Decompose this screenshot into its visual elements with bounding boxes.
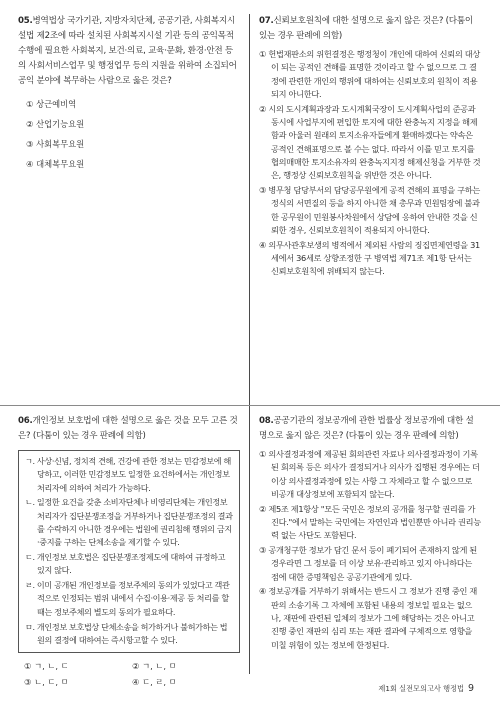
question-06-stem (18, 414, 240, 444)
page-number: 9 (467, 683, 474, 694)
question-07 (259, 14, 481, 280)
option[interactable]: ① 헌법재판소의 위헌결정은 행정청이 개인에 대하여 신뢰의 대상이 되는 공적인 견해를 표명한 것이라고 할 수 없으므로 그 결정에 관련한 개인의 행위에 대하여는 신뢰보호의 원칙이 적용되지 아니한다. (259, 49, 480, 99)
question-06 (18, 414, 240, 689)
option[interactable]: ② 시의 도시계획과장과 도시계획국장이 도시계획사업의 준공과 동시에 사업부지에 편입한 토지에 대한 완충녹지 지정을 해제함과 아울러 원래의 토지소유자들에게 환매하겠다는 약속은 공적인 견해표명으로 볼 수는 없다. 따라서 이를 믿고 토지를 협의매매한 토지소유자의 완충녹지지정 해제신청을 거부한 것은, 행정상 신뢰보호원칙을 위반한 것은 아니다. (259, 103, 481, 181)
option[interactable]: ④ 정보공개를 거부하기 위해서는 반드시 그 정보가 진행 중인 재판의 소송기록 그 자체에 포함된 내용의 정보일 필요는 없으나, 재판에 관련된 일체의 정보가 그에 해당하는 것은 아니고 진행 중인 재판의 심리 또는 재판 결과에 구체적으로 영향을 미칠 위험이 있는 정보에 한정된다. (259, 586, 477, 650)
page-footer (378, 683, 474, 694)
footer-series-title: 제1회 실전모의고사 행정법 (378, 684, 464, 693)
question-07-text: 신뢰보호원칙에 대한 설명으로 옳지 않은 것은? (다툼이 있는 경우 판례에 의함) (259, 16, 473, 41)
question-06-answers (24, 659, 240, 689)
question-05-choices (26, 94, 240, 174)
question-08-text: 공공기관의 정보공개에 관한 법률상 정보공개에 대한 설명으로 옳지 않은 것은? (다툼이 있는 경우 판례에 의함) (259, 416, 474, 441)
choice[interactable]: ② ㄱ, ㄴ, ㅁ (132, 660, 177, 671)
question-05-stem (18, 14, 240, 89)
question-05-number: 05. (18, 16, 33, 26)
option[interactable]: ② 제5조 제1항상 "모든 국민은 정보의 공개를 청구할 권리를 가진다."에서 말하는 국민에는 자연인과 법인뿐만 아니라 권리능력 없는 사단도 포함된다. (259, 503, 481, 541)
statement-item: ㄷ. 개인정보 보호법은 집단분쟁조정제도에 대하여 규정하고 있지 않다. (25, 552, 226, 576)
statement-item: ㅁ. 개인정보 보호법상 단체소송을 허가하거나 불허가하는 법원의 결정에 대하여는 즉시항고할 수 있다. (25, 621, 228, 645)
question-06-text: 개인정보 보호법에 대한 설명으로 옳은 것을 모두 고른 것은? (다툼이 있는 경우 판례에 의함) (18, 416, 238, 441)
option[interactable]: ④ 의무사관후보생의 병적에서 제외된 사람의 징집면제연령을 31세에서 36세로 상향조정한 구 병역법 제71조 제1항 단서는 신뢰보호원칙에 위배되지 않는다. (259, 239, 480, 277)
option[interactable]: ③ 공개청구한 정보가 담긴 문서 등이 폐기되어 존재하지 않게 된 경우라면 그 정보를 더 이상 보유·관리하고 있지 아니하다는 점에 대한 증명책임은 공공기관에게 있다. (259, 545, 477, 582)
question-08-stem (259, 414, 481, 444)
question-08-options (259, 448, 481, 652)
question-06-statement-box (18, 450, 240, 653)
statement-item: ㄱ. 사상·신념, 정치적 견해, 건강에 관한 정보는 민감정보에 해당하고, 이러한 민감정보도 일정한 요건하에서는 개인정보처리자에 의하여 처리가 가능하다. (25, 456, 231, 493)
choice[interactable]: ② 산업기능요원 (26, 119, 85, 129)
choice[interactable]: ④ ㄷ, ㄹ, ㅁ (132, 676, 177, 687)
question-06-number: 06. (18, 416, 33, 426)
question-07-stem (259, 14, 481, 44)
statement-item: ㄹ. 이미 공개된 개인정보를 정보주체의 동의가 있었다고 객관적으로 인정되는 범위 내에서 수집·이용·제공 등 처리를 할 때는 정보주체의 별도의 동의가 필요하다. (25, 580, 230, 617)
choice[interactable]: ③ ㄴ, ㄷ, ㅁ (24, 676, 69, 687)
column-divider (249, 14, 250, 674)
question-05 (18, 14, 240, 174)
choice[interactable]: ③ 사회복무요원 (26, 139, 85, 149)
question-08 (259, 414, 481, 653)
statement-item: ㄴ. 일정한 요건을 갖춘 소비자단체나 비영리단체는 개인정보처리자가 집단분쟁조정을 거부하거나 집단분쟁조정의 결과를 수락하지 아니한 경우에는 법원에 권리침해 행위의 금지·중지를 구하는 단체소송을 제기할 수 있다. (25, 497, 233, 548)
question-08-number: 08. (259, 416, 274, 426)
question-07-options (259, 48, 481, 279)
section-divider (0, 405, 500, 406)
option[interactable]: ③ 병무청 담당부서의 담당공무원에게 공적 견해의 표명을 구하는 정식의 서면질의 등을 하지 아니한 채 총무과 민원팀장에 불과한 공무원이 민원봉사차원에서 상담에 응하여 안내한 것을 신뢰한 경우, 신뢰보호원칙이 적용되지 아니한다. (259, 184, 480, 235)
question-05-text: 병역법상 국가기관, 지방자치단체, 공공기관, 사회복지시설법 제2조에 따라 설치된 사회복지시설 기관 등의 공익목적 수행에 필요한 사회복지, 보건·의료, 교육·문화, 환경·안전 등의 사회서비스업무 및 행정업무 등의 지원을 위하여 소집되어 공익 분야에 복무하는 사람으로 옳은 것은? (18, 16, 237, 86)
choice[interactable]: ④ 대체복무요원 (26, 159, 85, 169)
choice[interactable]: ① 상근예비역 (26, 99, 77, 109)
option[interactable]: ① 의사결정과정에 제공된 회의관련 자료나 의사결정과정이 기록된 회의록 등은 의사가 결정되거나 의사가 집행된 경우에는 더 이상 의사결정과정에 있는 사항 그 자체라고 할 수 없으므로 비공개 대상정보에 포함되지 않는다. (259, 449, 480, 499)
question-07-number: 07. (259, 16, 274, 26)
choice[interactable]: ① ㄱ, ㄴ, ㄷ (24, 660, 69, 671)
